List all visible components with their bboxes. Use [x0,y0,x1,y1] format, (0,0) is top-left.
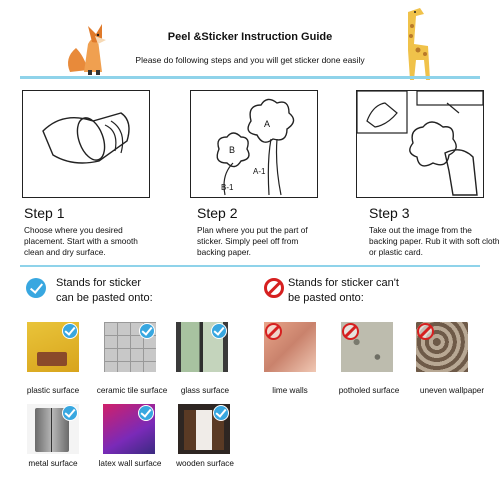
check-badge-icon [62,323,78,339]
glass-surface-caption: glass surface [180,386,230,395]
check-badge-icon [139,323,155,339]
ceramic-tile-surface-image [104,322,156,372]
glass-surface-image [176,322,228,372]
cannot-heading-line1: Stands for sticker can't [288,277,399,289]
lime-walls-image [264,322,316,372]
potholed-surface-image [341,322,393,372]
cannot-heading-line2: be pasted onto: [288,292,364,304]
prohibited-badge-icon [417,323,434,340]
giraffe-illustration [398,4,440,84]
plastic-surface-caption: plastic surface [26,386,80,395]
check-icon [26,278,46,298]
ceramic-tile-surface-caption: ceramic tile surface [96,386,168,395]
latex-wall-surface-caption: latex wall surface [98,459,162,468]
wooden-surface-caption: wooden surface [176,459,234,468]
step-3-diagram [356,90,484,198]
plastic-surface-image [27,322,79,372]
step-1-title: Step 1 [24,205,65,221]
check-badge-icon [138,405,154,421]
latex-wall-surface-image [103,404,155,454]
uneven-wallpaper-caption: uneven wallpaper [419,386,485,395]
check-badge-icon [62,405,78,421]
label-a-1: A-1 [253,167,266,176]
steps-divider [20,265,480,267]
page-subtitle: Please do following steps and you will get sticker done easily [135,55,365,65]
can-heading [56,276,153,306]
check-badge-icon [213,405,229,421]
step-2-title: Step 2 [197,205,238,221]
metal-surface-image [27,404,79,454]
label-b-1: B-1 [221,183,234,192]
page-title: Peel &Sticker Instruction Guide [167,31,333,43]
step-1-diagram [22,90,150,198]
step-2-diagram [190,90,318,198]
label-b: B [229,145,236,155]
step-3-text: Take out the image from the backing paper. Rub it with soft cloth or plastic card. [369,225,500,257]
header-divider [20,76,480,79]
lime-walls-caption: lime walls [272,386,308,395]
metal-surface-caption: metal surface [28,459,78,468]
can-heading-line2: can be pasted onto: [56,292,153,304]
can-heading-line1: Stands for sticker [56,277,141,289]
check-badge-icon [211,323,227,339]
step-2-text: Plan where you put the part of sticker. Simply peel off from backing paper. [197,225,308,257]
potholed-surface-caption: potholed surface [338,386,400,395]
step-1-text: Choose where you desired placement. Start with a smooth clean and dry surface. [24,225,138,257]
prohibited-icon [264,278,284,298]
prohibited-badge-icon [342,323,359,340]
wooden-surface-image [178,404,230,454]
label-a: A [264,119,271,129]
step-3-title: Step 3 [369,205,410,221]
uneven-wallpaper-image [416,322,468,372]
cannot-heading [288,276,399,306]
prohibited-badge-icon [265,323,282,340]
fox-illustration [62,14,122,78]
